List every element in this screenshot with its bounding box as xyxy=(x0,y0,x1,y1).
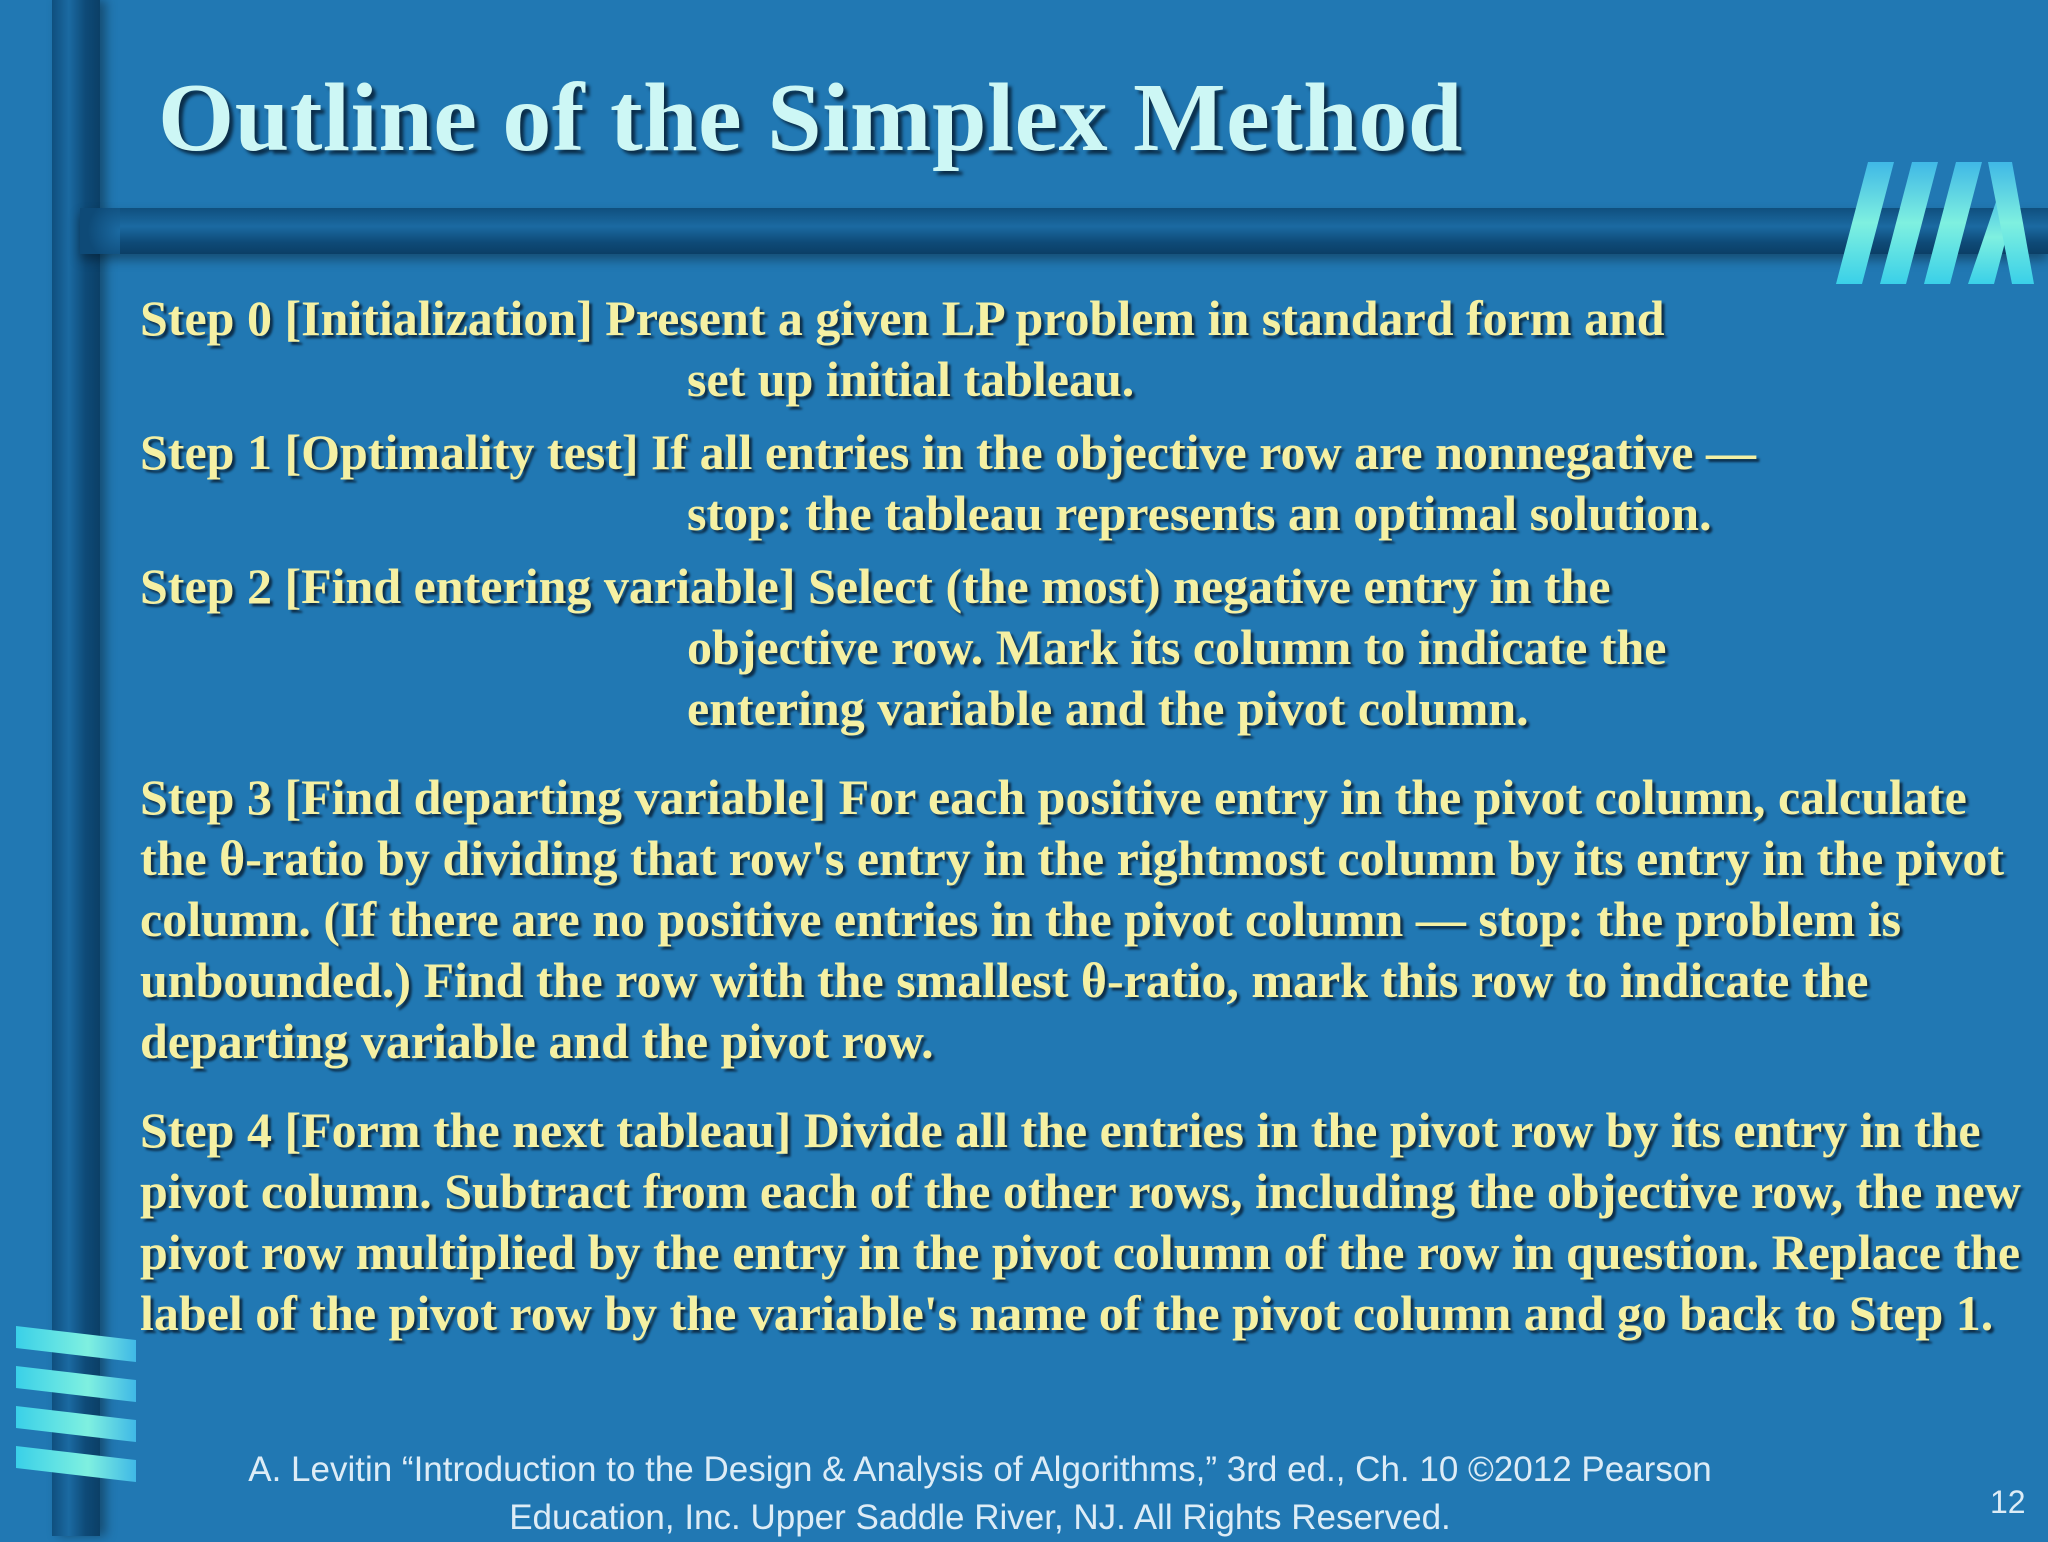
step-0 xyxy=(140,288,2030,410)
step-2-line-3: entering variable and the pivot column. xyxy=(687,680,1529,736)
footer-line-1: A. Levitin “Introduction to the Design & Analysis of Algorithms,” 3rd ed., Ch. 10 ©2012 Pearson xyxy=(248,1450,1712,1489)
step-1-line-2: stop: the tableau represents an optimal solution. xyxy=(687,485,1712,541)
title-divider-cap xyxy=(80,208,120,254)
slide-title: Outline of the Simplex Method xyxy=(158,64,1463,172)
striped-logo-icon xyxy=(12,1318,140,1486)
page-number: 12 xyxy=(1990,1484,2026,1520)
striped-logo-icon xyxy=(1828,160,2038,286)
step-0-line-1: Step 0 [Initialization] Present a given LP problem in standard form and xyxy=(140,290,1665,346)
step-1-line-1: Step 1 [Optimality test] If all entries in the objective row are nonnegative — xyxy=(140,424,1756,480)
title-divider-bar xyxy=(80,208,2048,254)
copyright-footer xyxy=(240,1446,1720,1542)
footer-line-2: Education, Inc. Upper Saddle River, NJ. All Rights Reserved. xyxy=(509,1498,1451,1537)
step-2-line-2: objective row. Mark its column to indicate the xyxy=(687,619,1667,675)
step-3: Step 3 [Find departing variable] For each positive entry in the pivot column, calculate the θ-ratio by dividing that row's entry in the rightmost column by its entry in the pivot column. (If there are no positive entries in the pivot column — stop: the problem is unbounded.) Find the row with the smallest θ-ratio, mark this row to indicate the departing variable and the pivot row. xyxy=(140,769,2005,1069)
steps-list xyxy=(140,288,2030,1344)
step-2-line-1: Step 2 [Find entering variable] Select (the most) negative entry in the xyxy=(140,558,1611,614)
step-1 xyxy=(140,422,2030,544)
step-4: Step 4 [Form the next tableau] Divide all the entries in the pivot row by its entry in the pivot column. Subtract from each of the other rows, including the objective row, the new pivot row multiplied by the entry in the pivot column of the row in question. Replace the label of the pivot row by the variable's name of the pivot column and go back to Step 1. xyxy=(140,1102,2021,1341)
step-0-line-2: set up initial tableau. xyxy=(687,351,1135,407)
step-2 xyxy=(140,556,2030,739)
